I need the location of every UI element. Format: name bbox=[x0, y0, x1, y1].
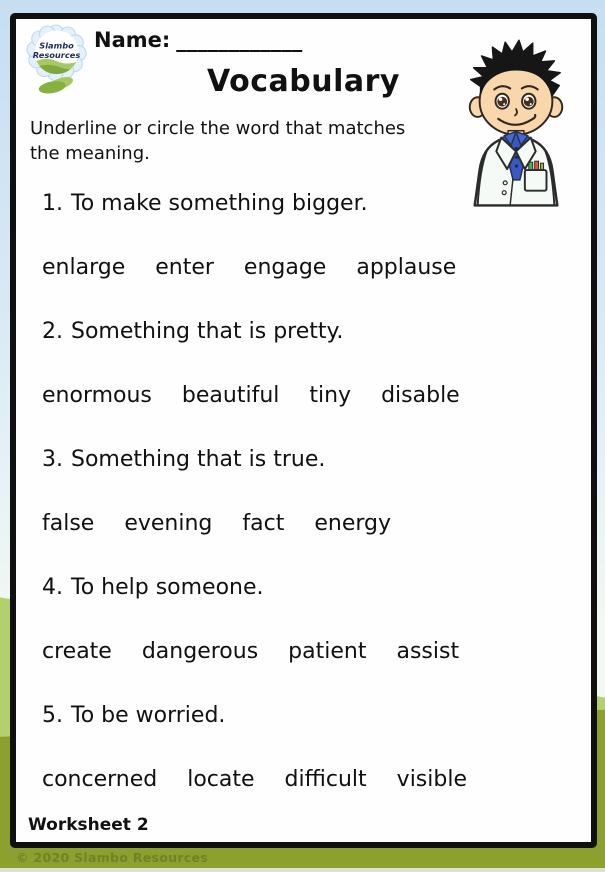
option-word: engage bbox=[243, 255, 327, 280]
option-word: locate bbox=[187, 767, 255, 792]
option-word: evening bbox=[124, 511, 213, 536]
option-word: assist bbox=[396, 639, 460, 664]
copyright-text: © 2020 Slambo Resources bbox=[16, 850, 209, 865]
option-word: energy bbox=[314, 511, 392, 536]
question-block bbox=[42, 318, 581, 410]
logo-text-line2: Resources bbox=[32, 50, 81, 61]
option-row bbox=[42, 254, 581, 282]
option-word: difficult bbox=[284, 767, 367, 792]
option-row bbox=[42, 382, 581, 410]
instructions-line1: Underline or circle the word that matches bbox=[30, 118, 406, 139]
question-prompt: To help someone. bbox=[71, 575, 264, 600]
option-word: enormous bbox=[42, 383, 152, 408]
option-word: disable bbox=[381, 383, 460, 408]
option-word: visible bbox=[396, 767, 467, 792]
bottom-edge-strip bbox=[0, 868, 605, 872]
option-word: beautiful bbox=[181, 383, 280, 408]
option-word: enlarge bbox=[42, 255, 126, 280]
option-word: enter bbox=[155, 255, 214, 280]
instructions-line2: the meaning. bbox=[30, 143, 150, 164]
boy-in-lab-coat-icon bbox=[457, 21, 575, 207]
question-block bbox=[42, 702, 581, 794]
option-row bbox=[42, 510, 581, 538]
name-blank-line: ____________ bbox=[176, 28, 303, 52]
option-word: false bbox=[42, 511, 95, 536]
question-number: 5. bbox=[42, 703, 63, 728]
question-prompt: To make something bigger. bbox=[71, 191, 368, 216]
question-block bbox=[42, 446, 581, 538]
logo-text-line1: Slambo bbox=[39, 40, 74, 51]
question-number: 1. bbox=[42, 191, 63, 216]
option-word: concerned bbox=[42, 767, 158, 792]
option-word: create bbox=[42, 639, 112, 664]
name-row bbox=[94, 28, 302, 52]
option-row bbox=[42, 638, 581, 666]
worksheet-number-label: Worksheet 2 bbox=[28, 815, 149, 835]
question-list bbox=[42, 190, 581, 830]
question-block bbox=[42, 574, 581, 666]
question-prompt: To be worried. bbox=[71, 703, 226, 728]
option-word: tiny bbox=[309, 383, 352, 408]
question-prompt: Something that is true. bbox=[71, 447, 326, 472]
page-title: Vocabulary bbox=[207, 64, 400, 99]
question-number: 3. bbox=[42, 447, 63, 472]
option-row bbox=[42, 766, 581, 794]
option-word: patient bbox=[288, 639, 367, 664]
question-prompt: Something that is pretty. bbox=[71, 319, 344, 344]
option-word: fact bbox=[242, 511, 285, 536]
instructions bbox=[30, 116, 470, 166]
worksheet-card bbox=[10, 13, 597, 848]
question-number: 2. bbox=[42, 319, 63, 344]
option-word: dangerous bbox=[141, 639, 259, 664]
option-word: applause bbox=[356, 255, 457, 280]
question-number: 4. bbox=[42, 575, 63, 600]
name-label: Name: bbox=[94, 28, 171, 52]
question-block bbox=[42, 190, 581, 282]
